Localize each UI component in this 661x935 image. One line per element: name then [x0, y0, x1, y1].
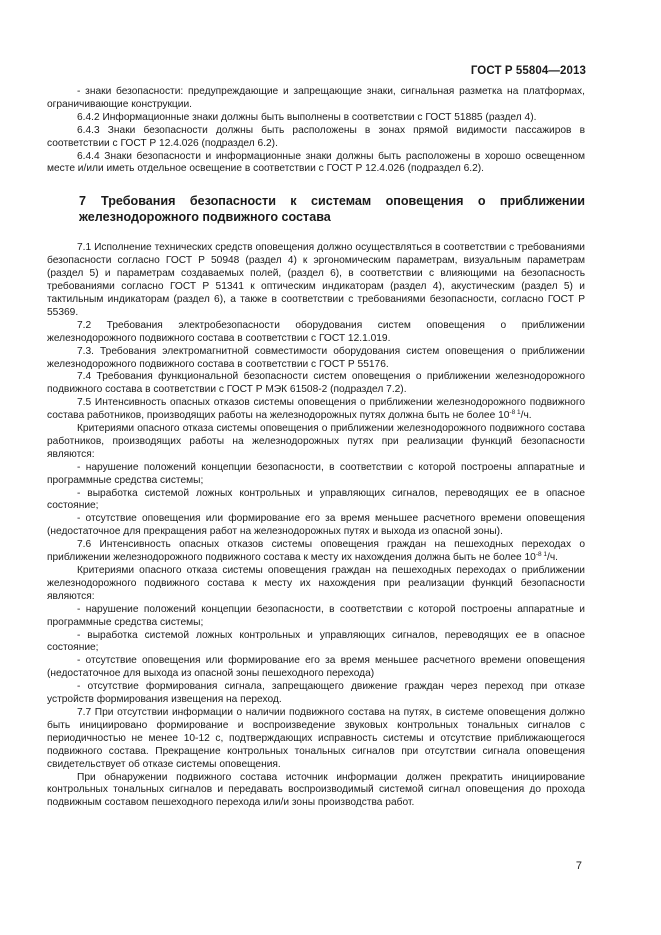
paragraph-6-4-3: 6.4.3 Знаки безопасности должны быть расположены в зонах прямой видимости пассажиров в соответствии с ГОСТ Р 12.4.026 (подраздел 6.2). — [47, 124, 585, 149]
list-item: - отсутствие оповещения или формирование его за время меньшее расчетного времени оповещения (недостаточное для выхода из опасной зоны пешеходного перехода) — [47, 655, 585, 680]
paragraph-7-5 — [47, 397, 585, 423]
exponent: -8 1 — [509, 409, 521, 417]
exponent: -8 1 — [535, 551, 548, 559]
standard-header: ГОСТ Р 55804—2013 — [470, 65, 586, 77]
unit-text: /ч. — [547, 552, 558, 564]
page-number: 7 — [575, 860, 582, 872]
paragraph-7-6-text: 7.6 Интенсивность опасных отказов системы оповещения граждан на пешеходных переходах о приближении железнодорожного подвижного состава к месту их нахождения должна быть не более 10 — [47, 539, 585, 564]
list-item: - отсутствие формирования сигнала, запрещающего движение граждан через переход при отказе устройств формирования извещения на переход. — [47, 681, 585, 706]
list-item: - выработка системой ложных контрольных и управляющих сигналов, переводящих ее в опасное состояние; — [47, 487, 585, 512]
document-body — [47, 86, 585, 810]
paragraph-7-6 — [47, 539, 585, 565]
paragraph-6-4-4: 6.4.4 Знаки безопасности и информационные знаки должны быть расположены в хорошо освещенном месте и/или иметь отдельное освещение в соответствии с ГОСТ Р 12.4.026 (подраздел 6.2). — [47, 150, 585, 175]
list-item: - отсутствие оповещения или формирование его за время меньшее расчетного времени оповещения (недостаточное для прекращения работ на железнодорожных путях и выхода из опасной зоны). — [47, 513, 585, 538]
paragraph-6-4-2: 6.4.2 Информационные знаки должны быть выполнены в соответствии с ГОСТ 51885 (раздел 4). — [77, 111, 537, 123]
paragraph-7-5-text: 7.5 Интенсивность опасных отказов системы оповещения о приближении железнодорожного подвижного состава работников, производящих работы на железнодорожных путях должна быть не более 10 — [47, 397, 585, 422]
list-item: - нарушение положений концепции безопасности, в соответствии с которой построены аппаратные и программные средства системы; — [47, 603, 585, 628]
section-title: Требования безопасности к системам оповещения о приближении железнодорожного подвижного состава — [79, 194, 585, 224]
paragraph-criteria-citizens: Критериями опасного отказа системы оповещения граждан на пешеходных переходах о приближении железнодорожного подвижного состава к месту их нахождения при реализации функций безопасности являются: — [47, 565, 585, 602]
paragraph-criteria-workers: Критериями опасного отказа системы оповещения о приближении железнодорожного подвижного состава работников, производящих работы на железнодорожных путях при реализации функций безопасности являются: — [47, 423, 585, 460]
section-number: 7 — [79, 194, 87, 209]
list-item: - выработка системой ложных контрольных и управляющих сигналов, переводящих ее в опасное состояние; — [47, 629, 585, 654]
paragraph-detection: При обнаружении подвижного состава источник информации должен прекратить инициирование контрольных тональных сигналов и передавать воспроизводимый системой сигнал оповещения до прохода подвижным составом пешеходного перехода или/и зоны производства работ. — [47, 771, 585, 809]
list-item: - нарушение положений концепции безопасности, в соответствии с которой построены аппаратные и программные средства системы; — [47, 461, 585, 486]
paragraph-7-4: 7.4 Требования функциональной безопасности систем оповещения о приближении железнодорожного подвижного состава в соответствии с ГОСТ Р МЭК 61508-2 (подраздел 7.2). — [47, 371, 585, 396]
paragraph-7-7: 7.7 При отсутствии информации о наличии подвижного состава на путях, в системе оповещения должно быть инициировано формирование и воспроизведение звуковых контрольных тональных сигналов с периодичностью не менее 10-12 с, подтверждающих исправность системы и отсутствие приближающегося подвижного состава. Прекращение контрольных тональных сигналов при отсутствии сигнала оповещения свидетельствует об отказе системы оповещения. — [47, 706, 585, 770]
section-heading — [47, 194, 585, 225]
paragraph-7-3: 7.3. Требования электромагнитной совместимости оборудования систем оповещения о приближении железнодорожного подвижного состава в соответствии с ГОСТ Р 55176. — [47, 345, 585, 370]
paragraph-7-2: 7.2 Требования электробезопасности оборудования систем оповещения о приближении железнодорожного подвижного состава в соответствии с ГОСТ 12.1.019. — [47, 319, 585, 344]
paragraph-7-1: 7.1 Исполнение технических средств оповещения должно осуществляться в соответствии с требованиями безопасности согласно ГОСТ Р 50948 (раздел 4) к эргономическим параметрам, визуальным параметрам (раздел 5) и параметрам создаваемых полей, (раздел 6), в соответствии с влияющими на безопасность требованиями согласно ГОСТ Р 51341 к оптическим индикаторам (раздел 4), акустическим (раздел 5) и тактильным индикаторам (раздел 6), а также в соответствии с требованиями безопасности, согласно ГОСТ Р 55369. — [47, 242, 585, 318]
unit-text: /ч. — [520, 410, 532, 422]
paragraph-safety-signs: - знаки безопасности: предупреждающие и запрещающие знаки, сигнальная разметка на платформах, ограничивающие конструкции. — [47, 86, 585, 110]
